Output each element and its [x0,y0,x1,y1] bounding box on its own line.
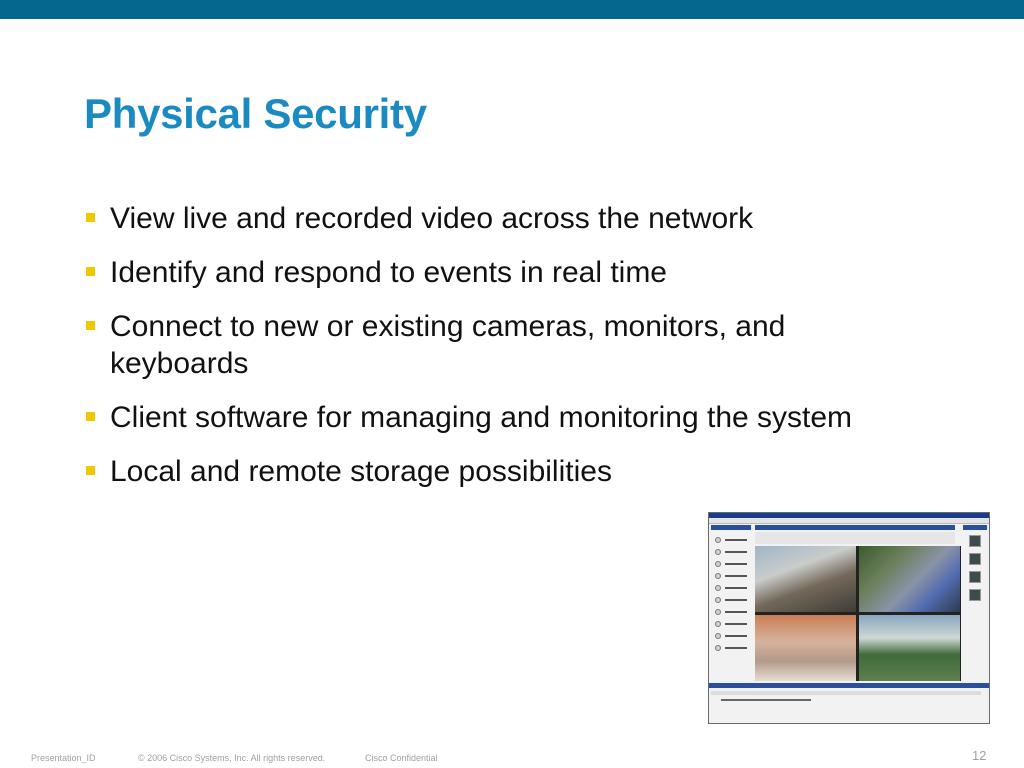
screenshot-menubar [709,518,989,524]
camera-list-item [715,549,751,555]
camera-list-item [715,633,751,639]
square-bullet-icon [86,267,95,276]
monitor-icon [969,589,981,601]
square-bullet-icon [86,321,95,330]
video-grid [755,546,961,681]
bullet-text: View live and recorded video across the network [110,202,754,235]
bullet-text: Client software for managing and monitoring the system [110,401,853,434]
footer-presentation-id: Presentation_ID [31,753,96,763]
camera-list-item [715,537,751,543]
camera-list-item [715,597,751,603]
footer-confidential: Cisco Confidential [365,753,438,763]
video-feed-building [755,546,856,612]
square-bullet-icon [86,466,95,475]
camera-list-item [715,561,751,567]
camera-list-item [715,573,751,579]
square-bullet-icon [86,412,95,421]
bullet-text: Connect to new or existing cameras, monitors, and keyboards [110,310,786,380]
video-feed-parking-lot [859,546,960,612]
screenshot-camera-panel-header [711,525,751,530]
monitor-icon [969,571,981,583]
bullet-text: Identify and respond to events in real time [110,256,667,289]
bullet-text: Local and remote storage possibilities [110,455,612,488]
bullet-list [86,200,906,507]
video-feed-entrance [859,615,960,681]
camera-list-item [715,621,751,627]
bullet-item [86,200,906,237]
slide-title: Physical Security [84,90,427,137]
bullet-item [86,399,906,436]
monitor-icon [969,535,981,547]
square-bullet-icon [86,213,95,222]
top-banner [0,0,1024,19]
screenshot-monitor-panel-header [963,525,987,530]
video-surveillance-screenshot [708,512,990,724]
camera-list-item [715,609,751,615]
bullet-item [86,453,906,490]
bullet-item [86,254,906,291]
bullet-item [86,308,906,382]
screenshot-toolbar [755,532,955,544]
screenshot-view-header [755,525,955,530]
footer-copyright: © 2006 Cisco Systems, Inc. All rights reserved. [138,753,326,763]
page-number: 12 [972,748,987,763]
camera-list-item [715,585,751,591]
screenshot-events-columns [711,691,981,695]
monitor-icon [969,553,981,565]
camera-list-item [715,645,751,651]
video-feed-lobby [755,615,856,681]
screenshot-events-header [709,683,989,688]
screenshot-event-row [721,699,811,701]
